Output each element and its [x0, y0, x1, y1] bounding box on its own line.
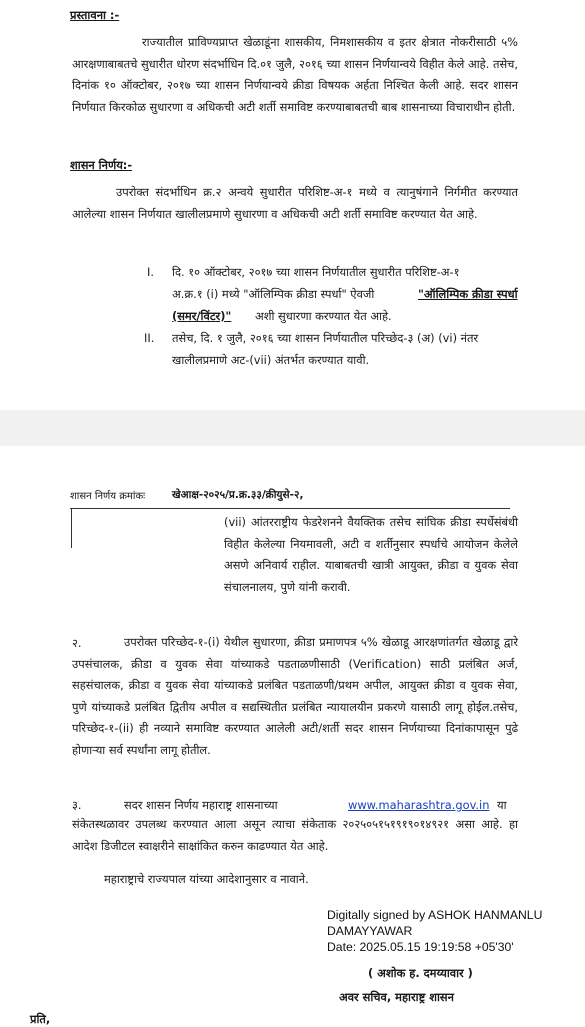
reference-label: शासन निर्णय क्रमांकः	[70, 491, 146, 502]
governor-order-line: महाराष्ट्राचे राज्यपाल यांच्या आदेशानुसार व नावाने.	[104, 872, 309, 886]
item2-number: II.	[144, 331, 155, 345]
para3-line1: सदर शासन निर्णय महाराष्ट्र शासनाच्या	[124, 798, 278, 812]
header-rule	[70, 508, 510, 509]
digital-signature-date: Date: 2025.05.15 19:19:58 +05'30'	[327, 940, 514, 954]
item1-line3: अशी सुधारणा करण्यात येत आहे.	[255, 309, 392, 323]
para2-text: उपरोक्त परिच्छेद-१-(i) येथील सुधारणा, क्रीडा प्रमाणपत्र ५% खेळाडू आरक्षणांतर्गत खेळाडू द्वारे उपसंचालक, क्रीडा व युवक सेवा यांच्याकडे पडताळणीसाठी (Verification) साठी प्रलंबित अर्ज, सहसंचालक, क्रीडा व युवक सेवा यांच्याकडे प्रलंबित पडताळणी/प्रथम अपील, आयुक्त क्रीडा व युवक सेवा, पुणे यांच्याकडे प्रलंबित द्वितीय अपील व सद्यस्थितीत प्रलंबित न्यायालयीन प्रकरणे यासाठी लागू होईल.तसेच, परिच्छेद-१-(ii) ही नव्याने समाविष्ट करण्यात आलेली अटी/शर्ती सदर शासन निर्णयाच्या दिनांकापासून पुढे होणाऱ्या सर्व स्पर्धांना लागू होतील.	[72, 635, 518, 757]
resolution-heading: शासन निर्णय:-	[70, 158, 133, 172]
resolution-text: उपरोक्त संदर्भाधिन क्र.२ अन्वये सुधारीत परिशिष्ट-अ-१ मध्ये व त्यानुषंगाने निर्गमीत करण्यात आलेल्या शासन निर्णयात खालीलप्रमाणे सुधारणा व अधिकची अटी शर्ती समाविष्ट करण्यात येत आहे.	[72, 185, 518, 221]
digital-signature-line1: Digitally signed by ASHOK HANMANLU	[327, 908, 543, 922]
preamble-heading: प्रस्तावना :-	[70, 8, 120, 22]
item1-bold-phrase: "ऑलिम्पिक क्रीडा स्पर्धा	[418, 287, 518, 301]
para3-line1-end: या	[497, 798, 507, 812]
item1-bold-phrase-end: (समर/विंटर)"	[172, 309, 232, 323]
digital-signature-line2: DAMAYYAWAR	[327, 924, 413, 938]
item1-number: I.	[147, 265, 154, 279]
signatory-designation: अवर सचिव, महाराष्ट्र शासन	[339, 990, 454, 1004]
copy-to-label: प्रति,	[30, 1012, 51, 1026]
header-margin-rule	[71, 508, 72, 548]
page-separator	[0, 410, 585, 446]
signatory-name: ( अशोक ह. दमय्यावार )	[368, 966, 473, 980]
item2-line1: तसेच, दि. १ जुलै, २०१६ च्या शासन निर्णयातील परिच्छेद-३ (अ) (vi) नंतर	[172, 331, 479, 345]
para2-number: २.	[72, 636, 82, 650]
item1-line1: दि. १० ऑक्टोबर, २०१७ च्या शासन निर्णयातील सुधारीत परिशिष्ट-अ-१	[172, 265, 460, 279]
item2-line2: खालीलप्रमाणे अट-(vii) अंतर्भत करण्यात यावी.	[172, 353, 370, 367]
para3-number: ३.	[72, 798, 82, 812]
preamble-text: राज्यातील प्राविण्यप्राप्त खेळाडूंना शासकीय, निमशासकीय व इतर क्षेत्रात नोकरीसाठी ५% आरक्षणाबाबतचे सुधारीत धोरण संदर्भाधिन दि.०१ जुलै, २०१६ च्या शासन निर्णयान्वये विहीत केले आहे. तसेच, दिनांक १० ऑक्टोबर, २०१७ च्या शासन निर्णयान्वये क्रीडा विषयक अर्हता निश्चित केली आहे. सदर शासन निर्णयात किरकोळ सुधारणा व अधिकची अटी शर्ती समाविष्ट करण्याबाबतची बाब शासनाच्या विचाराधीन होती.	[72, 35, 518, 114]
reference-number: खेआक्ष-२०२५/प्र.क्र.३३/क्रीयुसे-२,	[172, 489, 304, 501]
para3-text: संकेतस्थळावर उपलब्ध करण्यात आला असून त्याचा संकेताक २०२५०५१५१९१९०१४९२१ असा आहे. हा आदेश डिजीटल स्वाक्षरीने साक्षांकित करुन काढण्यात येत आहे.	[72, 817, 518, 853]
document-page-1	[0, 0, 585, 410]
item1-line2: अ.क्र.१ (i) मध्ये "ऑलिम्पिक क्रीडा स्पर्धा" ऐवजी	[172, 287, 375, 301]
website-link[interactable]: www.maharashtra.gov.in	[348, 798, 490, 812]
condition-vii-text: (vii) आंतरराष्ट्रीय फेडरेशनने वैयक्तिक तसेच सांघिक क्रीडा स्पर्धेसंबंधी विहीत केलेल्या नियमावली, अटी व शर्तीनुसार स्पर्धाचे आयोजन केलेले असणे अनिवार्य राहील. याबाबतची खात्री आयुक्त, क्रीडा व युवक सेवा संचालनालय, पुणे यांनी करावी.	[224, 515, 518, 594]
